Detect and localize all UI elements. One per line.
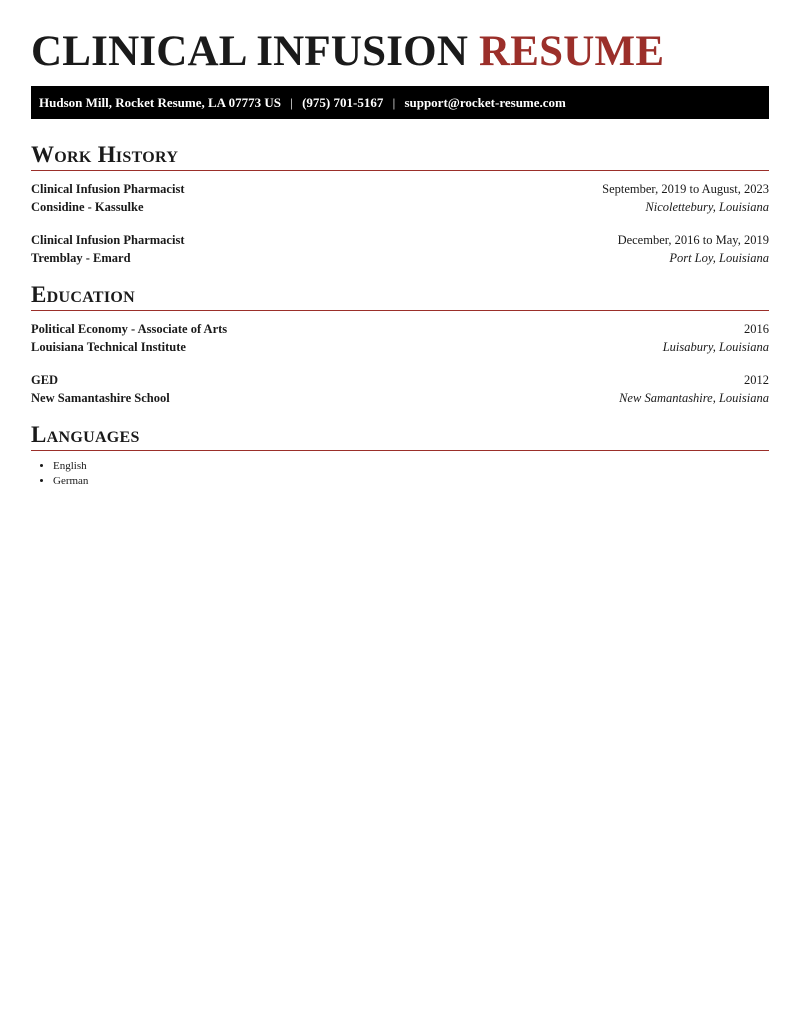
school-location: New Samantashire, Louisiana — [619, 391, 769, 405]
languages-list — [31, 459, 769, 489]
work-history-heading: Work History — [31, 141, 769, 171]
education-year: 2012 — [744, 373, 769, 387]
contact-email: support@rocket-resume.com — [404, 95, 566, 110]
work-entry — [31, 231, 769, 267]
contact-address: Hudson Mill, Rocket Resume, LA 07773 US — [39, 95, 281, 110]
job-position: Clinical Infusion Pharmacist — [31, 233, 185, 247]
contact-phone: (975) 701-5167 — [302, 95, 384, 110]
school-location: Luisabury, Louisiana — [662, 340, 769, 354]
education-list — [31, 311, 769, 407]
language-item: • English — [53, 459, 769, 474]
degree: GED — [31, 373, 59, 387]
contact-separator: | — [290, 95, 293, 110]
job-dates: September, 2019 to August, 2023 — [602, 182, 769, 196]
work-history-list — [31, 171, 769, 267]
degree: Political Economy - Associate of Arts — [31, 322, 228, 336]
school-name: New Samantashire School — [31, 391, 170, 405]
contact-bar — [31, 86, 769, 119]
work-entry — [31, 180, 769, 216]
job-employer: Considine - Kassulke — [31, 200, 144, 214]
job-dates: December, 2016 to May, 2019 — [617, 233, 769, 247]
job-location: Nicolettebury, Louisiana — [645, 200, 769, 214]
language-item: • German — [53, 474, 769, 489]
job-employer: Tremblay - Emard — [31, 251, 131, 265]
title-accent: RESUME — [479, 28, 665, 75]
resume-title — [31, 0, 769, 77]
languages-heading: Languages — [31, 421, 769, 451]
job-location: Port Loy, Louisiana — [669, 251, 769, 265]
title-main: CLINICAL INFUSION — [31, 28, 469, 75]
education-entry — [31, 371, 769, 407]
education-year: 2016 — [744, 322, 769, 336]
job-position: Clinical Infusion Pharmacist — [31, 182, 185, 196]
resume-page — [0, 0, 800, 489]
education-heading: Education — [31, 281, 769, 311]
school-name: Louisiana Technical Institute — [31, 340, 186, 354]
contact-separator: | — [392, 95, 396, 110]
education-entry — [31, 320, 769, 356]
